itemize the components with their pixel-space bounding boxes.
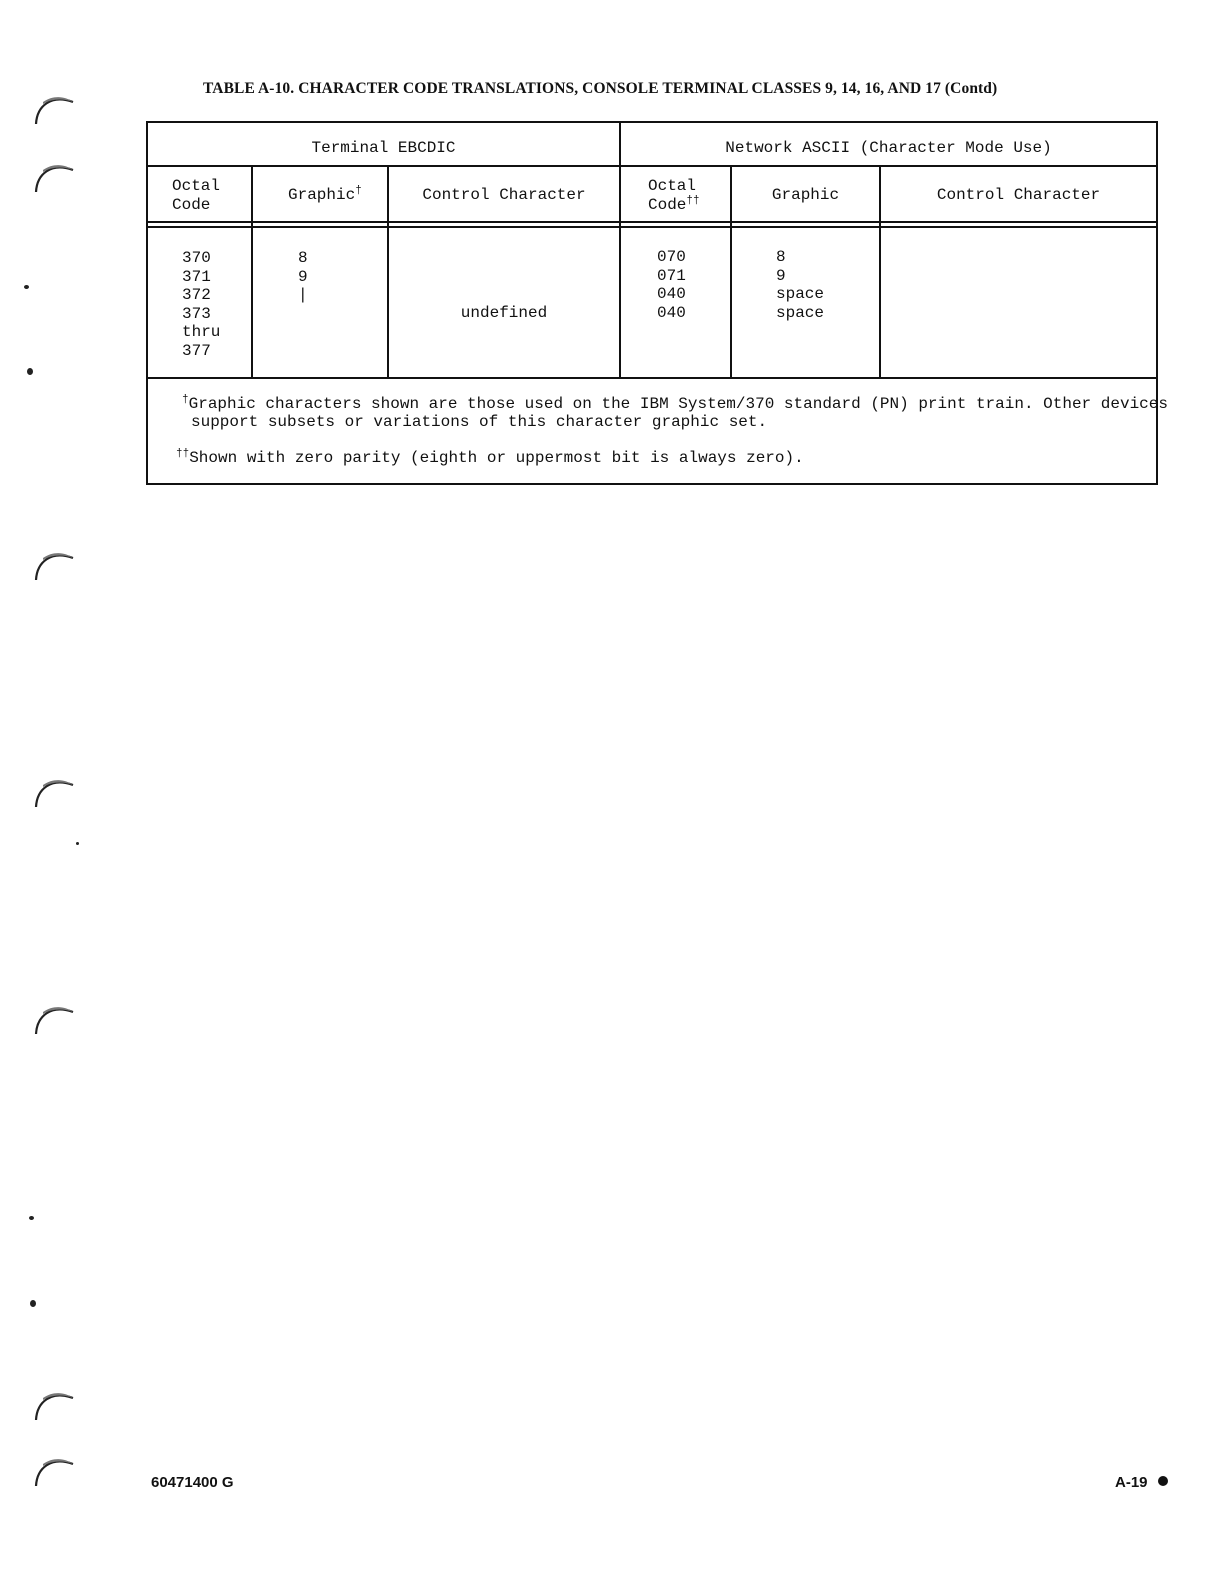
binder-hole xyxy=(33,548,77,582)
ebcdic-octal-code-column xyxy=(182,249,220,360)
binder-hole xyxy=(33,160,77,194)
ascii-graphic-column xyxy=(776,248,824,322)
table-cell: 377 xyxy=(182,341,211,360)
scan-speck xyxy=(29,1216,34,1220)
scan-speck xyxy=(30,1300,36,1307)
dagger-mark: † xyxy=(355,185,362,197)
footnote-text: Shown with zero parity (eighth or uppermost bit is always zero). xyxy=(189,449,804,467)
column-header-rule-bottom xyxy=(148,226,1156,228)
table-cell: space xyxy=(776,285,825,303)
document-number: 60471400 G xyxy=(151,1474,234,1491)
scan-speck xyxy=(24,285,29,289)
double-dagger-mark: †† xyxy=(176,448,190,460)
table-cell: 070 xyxy=(657,248,686,266)
table-cell: 071 xyxy=(657,266,686,285)
binder-hole xyxy=(33,775,77,809)
table-title: TABLE A-10. CHARACTER CODE TRANSLATIONS, CONSOLE TERMINAL CLASSES 9, 14, 16, AND 17 (Contd) xyxy=(203,80,998,97)
ebcdic-graphic-column xyxy=(298,249,308,305)
page-number xyxy=(1115,1474,1168,1491)
page-number-text: A-19 xyxy=(1115,1474,1148,1491)
footnote-graphic-characters xyxy=(182,395,1168,431)
footnote-text: support subsets or variations of this character graphic set. xyxy=(191,413,768,431)
footnote-zero-parity xyxy=(176,449,804,467)
table-cell: 370 xyxy=(182,249,211,267)
col-header-ascii-graphic: Graphic xyxy=(771,186,840,204)
table-cell: 040 xyxy=(657,303,686,322)
col-header-ebcdic-graphic xyxy=(288,186,362,205)
table-cell: 371 xyxy=(182,267,211,286)
col-header-ebcdic-octal-code xyxy=(172,177,220,214)
table-cell: 040 xyxy=(657,285,686,303)
table-cell: 373 xyxy=(182,304,211,323)
scan-speck xyxy=(76,842,79,845)
table-cell: | xyxy=(298,286,308,304)
column-header-rule-top xyxy=(148,221,1156,223)
dagger-mark: † xyxy=(182,394,189,406)
bullet-icon xyxy=(1158,1476,1168,1486)
binder-hole xyxy=(33,1388,77,1422)
col-header-line: Code xyxy=(172,195,211,214)
table-cell: 8 xyxy=(298,249,308,267)
code-translation-table xyxy=(146,121,1168,485)
table-cell: thru xyxy=(182,323,221,341)
table-cell: space xyxy=(776,303,825,322)
table-cell: 8 xyxy=(776,248,786,266)
binder-hole xyxy=(33,1002,77,1036)
group-header-terminal-ebcdic: Terminal EBCDIC xyxy=(311,139,456,157)
group-header-network-ascii: Network ASCII (Character Mode Use) xyxy=(725,139,1052,157)
col-header-line: Octal xyxy=(172,177,221,195)
col-header-line xyxy=(648,196,700,215)
table-cell: 9 xyxy=(776,266,786,285)
table-cell: 9 xyxy=(298,267,308,286)
column-divider xyxy=(251,165,253,379)
binder-hole xyxy=(33,92,77,126)
col-header-ascii-control-character: Control Character xyxy=(936,186,1101,204)
col-header-ascii-octal-code xyxy=(648,177,700,214)
col-header-ebcdic-control-character: Control Character xyxy=(422,186,586,204)
col-header-label: Code xyxy=(648,195,687,214)
binder-hole xyxy=(33,1454,77,1488)
footnote-text: Graphic characters shown are those used on the IBM System/370 standard (PN) print train. Other devices xyxy=(188,395,1168,413)
ebcdic-control-cell: undefined xyxy=(460,304,548,322)
scan-speck xyxy=(27,368,33,375)
col-header-label: Graphic xyxy=(288,186,356,204)
table-cell: 372 xyxy=(182,286,211,304)
double-dagger-mark: †† xyxy=(686,194,700,207)
group-divider xyxy=(619,123,621,379)
ascii-octal-code-column xyxy=(657,248,686,322)
body-bottom-rule xyxy=(148,377,1156,379)
col-header-line: Octal xyxy=(648,177,697,195)
group-header-rule xyxy=(148,165,1156,167)
